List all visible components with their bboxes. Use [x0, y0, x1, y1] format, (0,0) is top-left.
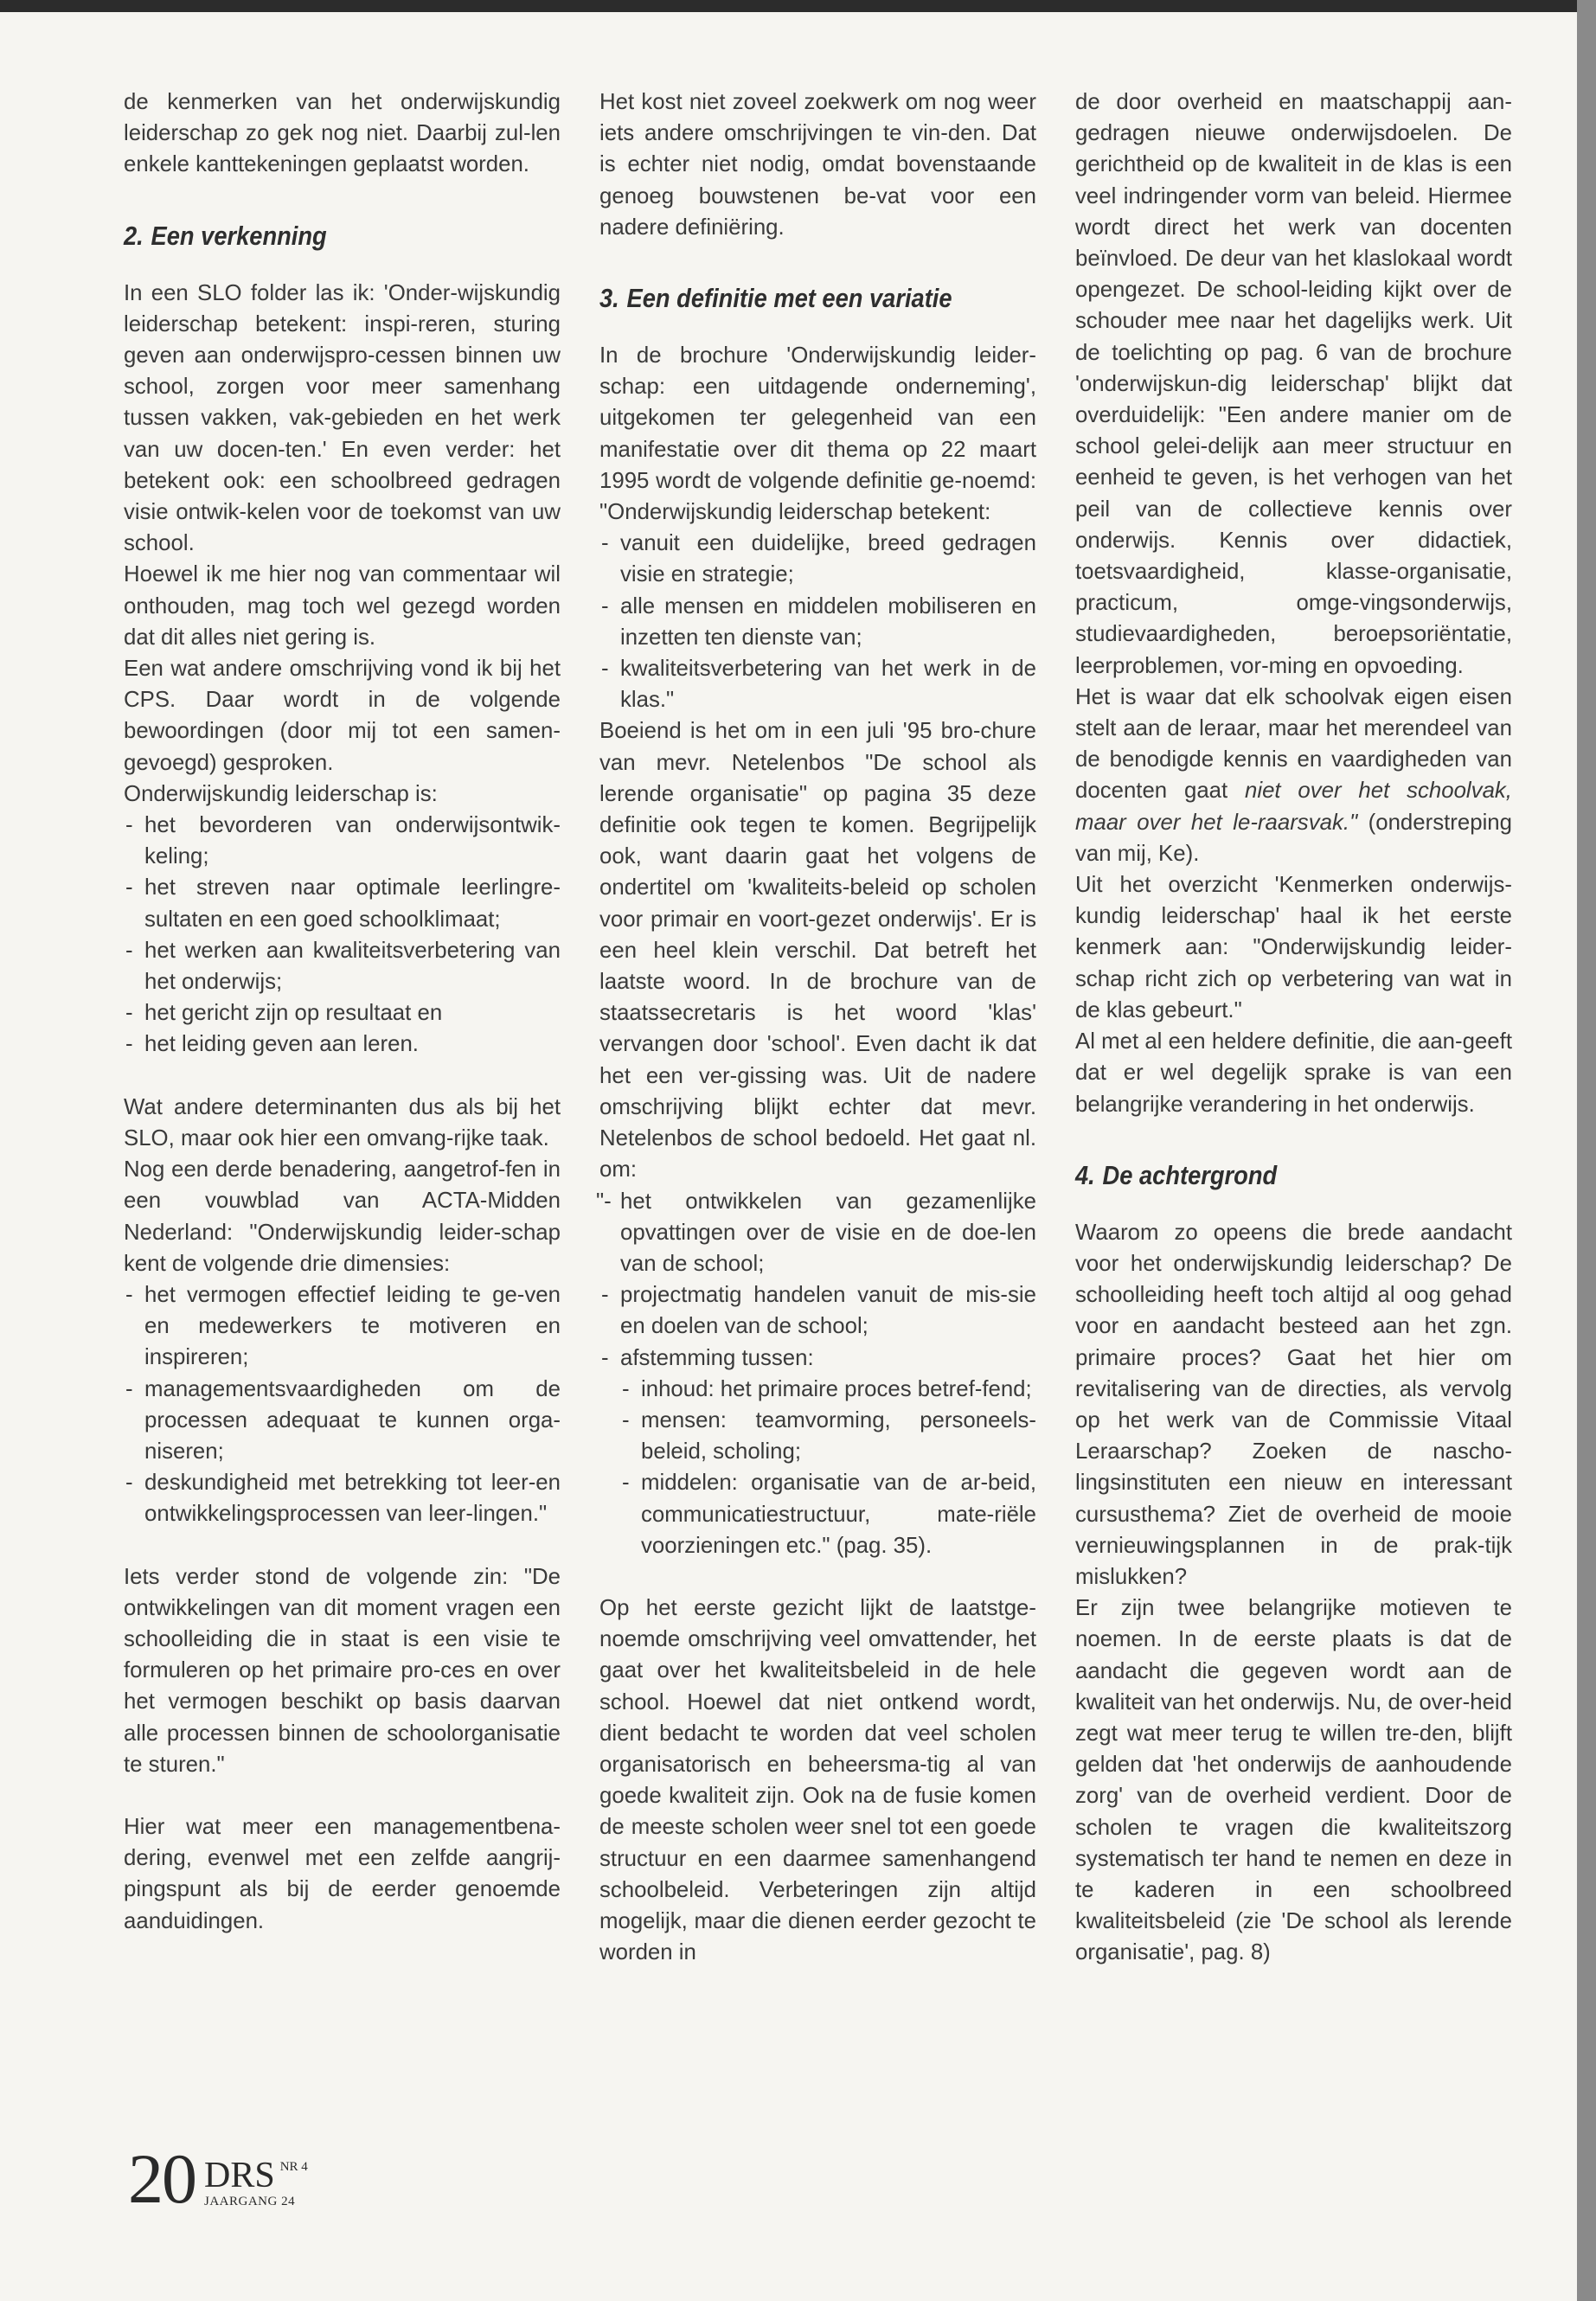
- scan-edge-right: [1577, 0, 1596, 2301]
- issue-number: NR 4: [279, 2160, 308, 2174]
- section-title: De achtergrond: [1102, 1159, 1278, 1190]
- list-item: - managementsvaardigheden om de processen adequaat te kunnen orga-niseren;: [124, 1374, 561, 1468]
- magazine-name: DRS: [204, 2156, 275, 2195]
- paragraph: Op het eerste gezicht lijkt de laatstge-noemde omschrijving veel omvattender, het gaat over het kwaliteitsbeleid in de hele school. Hoewel dat niet ontkend wordt, dient bedacht te worden dat veel scholen organisatorisch en beheersma-tig al van goede kwaliteit zijn. Ook na de fusie komen de meeste scholen weer snel tot een goede structuur en een daarmee samenhangend schoolbeleid. Verbeteringen zijn altijd mogelijk, maar die dienen eerder gezocht te worden in: [599, 1595, 1036, 1965]
- paragraph: Het kost niet zoveel zoekwerk om nog weer iets andere omschrijvingen te vin-den. Dat is echter niet nodig, omdat bovenstaande genoeg bouwstenen be-vat voor een nadere definiëring.: [599, 90, 1036, 240]
- list-item: - het gericht zijn op resultaat en: [124, 997, 561, 1029]
- sub-bullet-list: [599, 1374, 1036, 1561]
- section-number: 3.: [599, 283, 619, 314]
- section-heading-4: [1075, 1158, 1459, 1193]
- list-item: - mensen: teamvorming, personeels-beleid, scholing;: [599, 1405, 1036, 1467]
- paragraph: Onderwijskundig leiderschap is:: [124, 781, 438, 806]
- list-item: - inhoud: het primaire proces betref-fend;: [599, 1374, 1036, 1405]
- list-item: - het vermogen effectief leiding te ge-ven en medewerkers te motiveren en inspireren;: [124, 1279, 561, 1374]
- section-number: 2.: [124, 220, 144, 251]
- paragraph: Uit het overzicht 'Kenmerken onderwijs-kundig leiderschap' haal ik het eerste kenmerk aan: "Onderwijskundig leider-schap richt zich op verbetering van wat in de klas gebeurt.": [1075, 873, 1512, 1022]
- paragraph: Hoewel ik me hier nog van commentaar wil onthouden, mag toch wel gezegd worden dat dit alles niet gering is.: [124, 562, 561, 650]
- list-item: - kwaliteitsverbetering van het werk in de klas.": [599, 653, 1036, 715]
- paragraph: Het is waar dat elk schoolvak eigen eisen stelt aan de leraar, maar het merendeel van de benodigde kennis en vaardigheden van docenten gaat niet over het schoolvak, maar over het le-raarsvak." (onderstreping van mij, Ke).: [1075, 684, 1512, 866]
- section-heading-2: [124, 219, 508, 253]
- paragraph: In een SLO folder las ik: 'Onder-wijskundig leiderschap betekent: inspi-reren, sturing geven aan onderwijspro-cessen binnen uw school, zorgen voor meer samenhang tussen vakken, vak-gebieden en het werk van uw docen-ten.' En even verder: het betekent ook: een schoolbreed gedragen visie ontwik-kelen voor de toekomst van uw school.: [124, 280, 561, 556]
- list-item: - middelen: organisatie van de ar-beid, communicatiestructuur, mate-riële voorzieningen etc." (pag. 35).: [599, 1467, 1036, 1561]
- list-item: - alle mensen en middelen mobiliseren en inzetten ten dienste van;: [599, 591, 1036, 653]
- paragraph: de kenmerken van het onderwijskundig leiderschap zo gek nog niet. Daarbij zul-len enkele kanttekeningen geplaatst worden.: [124, 90, 561, 177]
- list-item: "- het ontwikkelen van gezamenlijke opvattingen over de visie en de doe-len van de school;: [599, 1186, 1036, 1280]
- paragraph: Nog een derde benadering, aangetrof-fen in een vouwblad van ACTA-Midden Nederland: "Onderwijskundig leider-schap kent de volgende drie dimensies:: [124, 1157, 561, 1276]
- column-3: [1075, 87, 1512, 1969]
- list-item: - deskundigheid met betrekking tot leer-en ontwikkelingsprocessen van leer-lingen.": [124, 1467, 561, 1529]
- column-2: [599, 87, 1036, 1968]
- section-number: 4.: [1075, 1159, 1095, 1190]
- paragraph: In de brochure 'Onderwijskundig leider-schap: een uitdagende onderneming', uitgekomen ter gelegenheid van een manifestatie over dit thema op 22 maart 1995 wordt de volgende definitie ge-noemd: "Onderwijskundig leiderschap betekent:: [599, 343, 1036, 525]
- list-item: - vanuit een duidelijke, breed gedragen visie en strategie;: [599, 528, 1036, 590]
- paragraph: Waarom zo opeens die brede aandacht voor het onderwijskundig leiderschap? De schoolleiding heeft toch altijd al oog gehad voor en aandacht besteed aan het zgn. primaire proces? Gaat het hier om revitalisering van de directies, als vervolg op het werk van de Commissie Vitaal Leraarschap? Zoeken de nascho-lingsinstituten een nieuw en interessant cursusthema? Ziet de overheid de mooie vernieuwingsplannen in de prak-tijk mislukken?: [1075, 1220, 1512, 1589]
- emphasis: niet over het schoolvak, maar over het le-raarsvak.": [1075, 779, 1512, 835]
- bullet-list: [124, 810, 561, 1061]
- list-item: - het bevorderen van onderwijsontwik-keling;: [124, 810, 561, 872]
- paragraph: Boeiend is het om in een juli '95 bro-chure van mevr. Netelenbos "De school als lerende organisatie" op pagina 35 deze definitie ook tegen te komen. Begrijpelijk ook, want daarin gaat het volgens de ondertitel om 'kwaliteits-beleid op scholen voor primair en voort-gezet onderwijs'. Er is een heel klein verschil. Dat betreft het laatste woord. In de brochure van de staatssecretaris is het woord 'klas' vervangen door 'school'. Even dacht ik dat het een ver-gissing was. Uit de nadere omschrijving blijkt echter dat mevr. Netelenbos de school bedoeld. Het gaat nl. om:: [599, 719, 1036, 1183]
- list-item: - afstemming tussen:: [599, 1343, 1036, 1374]
- paragraph: Wat andere determinanten dus als bij het SLO, maar ook hier een omvang-rijke taak.: [124, 1094, 561, 1150]
- list-item: - het streven naar optimale leerlingre-sultaten en een goed schoolklimaat;: [124, 872, 561, 934]
- paragraph: Iets verder stond de volgende zin: "De ontwikkelingen van dit moment vragen een schoolleiding die in staat is een visie te formuleren op het primaire pro-ces en over het vermogen beschikt op basis daarvan alle processen binnen de schoolorganisatie te sturen.": [124, 1564, 561, 1777]
- paragraph: Er zijn twee belangrijke motieven te noemen. In de eerste plaats is dat de aandacht die gegeven wordt aan de kwaliteit van het onderwijs. Nu, de over-heid zegt wat meer terug te willen tre-den, blijft gelden dat 'het onderwijs de aanhoudende zorg' van de overheid verdient. Door de scholen te vragen die kwaliteitszorg systematisch ter hand te nemen en deze in te kaderen in een schoolbreed kwaliteitsbeleid (zie 'De school als lerende organisatie', pag. 8): [1075, 1596, 1512, 1965]
- volume-label: JAARGANG 24: [204, 2195, 296, 2208]
- section-title: Een verkenning: [151, 220, 327, 251]
- section-title: Een definitie met een variatie: [626, 283, 952, 314]
- scan-edge-top: [0, 0, 1596, 12]
- bullet-list: [124, 1279, 561, 1530]
- paragraph: Al met al een heldere definitie, die aan-geeft dat er wel degelijk sprake is van een belangrijke verandering in het onderwijs.: [1075, 1029, 1512, 1117]
- paragraph: Hier wat meer een managementbena-dering, evenwel met een zelfde aangrij-pingspunt als bij de eerder genoemde aanduidingen.: [124, 1814, 561, 1933]
- page-number: 20: [128, 2139, 195, 2218]
- paragraph: Een wat andere omschrijving vond ik bij het CPS. Daar wordt in de volgende bewoordingen (door mij tot een samen-gevoegd) gesproken.: [124, 657, 561, 775]
- magazine-masthead: [204, 2158, 308, 2214]
- paragraph: de door overheid en maatschappij aan-gedragen nieuwe onderwijsdoelen. De gerichtheid op de kwaliteit in de klas is een veel indringender vorm van beleid. Hiermee wordt direct het werk van docenten beïnvloed. De deur van het klaslokaal wordt opengezet. De school-leiding kijkt over de schouder mee naar het dagelijks werk. Uit de toelichting op pag. 6 van de brochure 'onderwijskun-dig leiderschap' blijkt dat overduidelijk: "Een andere manier om de school gelei-delijk aan meer structuur en eenheid te geven, is het verhogen van het peil van de collectieve kennis over onderwijs. Kennis over didactiek, toetsvaardigheid, klasse-organisatie, practicum, omge-vingsonderwijs, studievaardigheden, beroepsoriëntatie, leerproblemen, vor-ming en opvoeding.: [1075, 90, 1512, 678]
- list-item: - het werken aan kwaliteitsverbetering van het onderwijs;: [124, 935, 561, 997]
- list-item: - het leiding geven aan leren.: [124, 1029, 561, 1060]
- bullet-list: [599, 528, 1036, 715]
- list-item: - projectmatig handelen vanuit de mis-sie en doelen van de school;: [599, 1279, 1036, 1342]
- page-footer: [128, 2137, 308, 2218]
- column-1: [124, 87, 561, 1937]
- bullet-list: [599, 1186, 1036, 1374]
- section-heading-3: [599, 281, 984, 316]
